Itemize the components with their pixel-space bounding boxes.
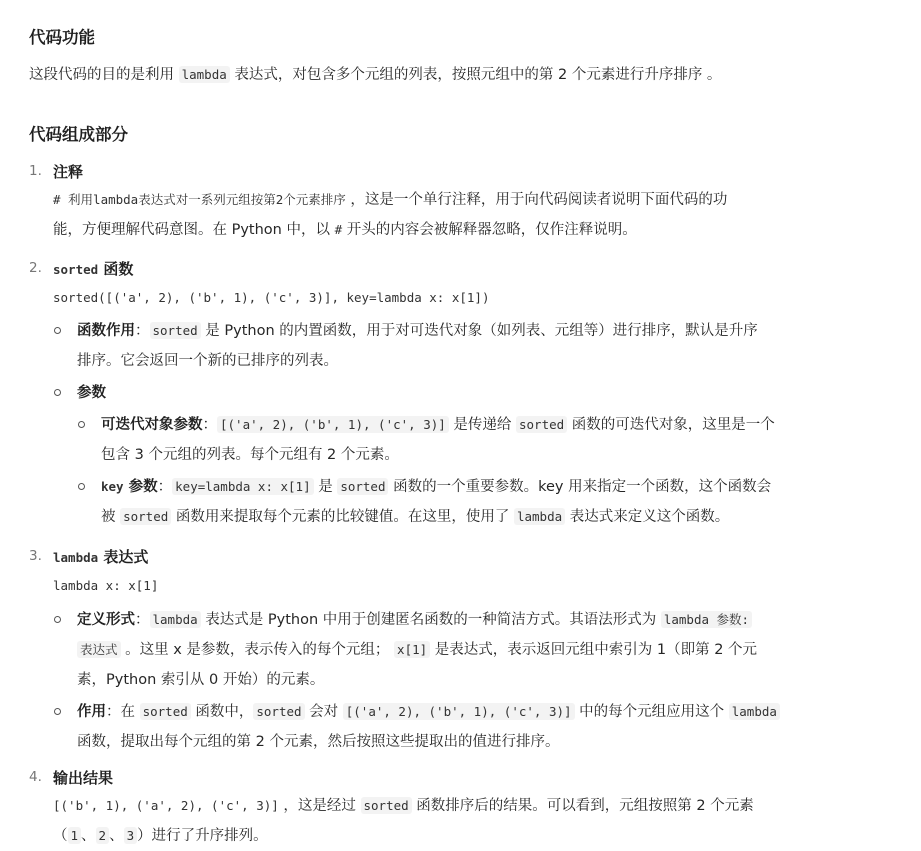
comment-code: # 利用lambda表达式对一系列元组按第2个元素排序 — [53, 192, 346, 207]
inline-code: sorted — [337, 478, 388, 495]
inline-code: lambda — [729, 703, 780, 720]
inline-code: lambda — [179, 66, 230, 83]
bullet-icon — [54, 616, 61, 623]
inline-code: 1 — [68, 827, 82, 844]
text: ，这是经过 — [278, 798, 361, 814]
inline-code: sorted — [253, 703, 304, 720]
text: 是传递给 — [448, 417, 516, 433]
text: ： — [157, 479, 173, 495]
code-line: [('b', 1), ('a', 2), ('c', 3)] — [53, 798, 279, 813]
hash-code: # — [334, 222, 343, 237]
inline-code: [('a', 2), ('b', 1), ('c', 3)] — [343, 703, 575, 720]
sorted-code-line — [53, 283, 813, 313]
bullet-icon — [78, 483, 85, 490]
text: 中的每个元组应用这个 — [574, 704, 729, 720]
text: 函数用来提取每个元素的比较键值。在这里，使用了 — [171, 509, 514, 525]
text: 包含 3 个元组的列表。每个元组有 2 个元素。 — [101, 447, 399, 463]
text: ： — [106, 704, 121, 720]
bullet-icon — [54, 327, 61, 334]
label: 函数作用 — [77, 323, 135, 339]
item-title-comment: 注释 — [53, 163, 84, 181]
title-code: lambda — [53, 550, 99, 565]
heading-code-parts: 代码组成部分 — [29, 125, 128, 144]
label: 参数 — [77, 385, 106, 401]
inline-code: [('a', 2), ('b', 1), ('c', 3)] — [217, 416, 449, 433]
text: 排序。它会返回一个新的已排序的列表。 — [77, 353, 338, 369]
inline-code: key=lambda x: x[1] — [172, 478, 313, 495]
bullet-icon — [54, 708, 61, 715]
inline-code: key — [538, 479, 564, 495]
heading-code-function: 代码功能 — [29, 28, 95, 47]
comment-description — [53, 185, 813, 245]
code-line: lambda x: x[1] — [53, 578, 159, 593]
bullet-definition — [77, 605, 817, 695]
text: 是表达式，表示返回元组中索引为 1（即第 2 个元 — [430, 642, 758, 658]
text: 表达式是 Python 中用于创建匿名函数的一种简洁方式。其语法形式为 — [200, 612, 661, 628]
lambda-code-line — [53, 571, 813, 601]
inline-code: 3 — [124, 827, 138, 844]
inline-code: x[1] — [394, 641, 430, 658]
inline-code: sorted — [516, 416, 567, 433]
inline-code: sorted — [120, 508, 171, 525]
list-number: 3. — [29, 548, 42, 564]
text: 、 — [81, 828, 96, 844]
bullet-icon — [54, 389, 61, 396]
text: 、 — [109, 828, 124, 844]
text: x — [173, 642, 182, 658]
bullet-iterable-param — [101, 410, 813, 470]
list-number: 1. — [29, 163, 42, 179]
inline-code: sorted — [361, 797, 412, 814]
text: 这段代码的目的是利用 — [29, 67, 179, 83]
text: 函数的可迭代对象，这里是一个 — [567, 417, 775, 433]
text: 。这里 — [120, 642, 174, 658]
text: 表达式来定义这个函数。 — [565, 509, 730, 525]
text: ： — [202, 417, 217, 433]
title-code: sorted — [53, 262, 99, 277]
bullet-function-purpose — [77, 316, 817, 376]
text: 函数排序后的结果。可以看到，元组按照第 2 个元素 — [411, 798, 754, 814]
text: 函数 — [98, 260, 134, 278]
bullet-key-param — [101, 472, 813, 532]
label: 可迭代对象参数 — [101, 417, 203, 433]
text: 素，Python 索引从 0 开始）的元素。 — [77, 672, 325, 688]
text: 能，方便理解代码意图。在 Python 中，以 — [53, 222, 335, 238]
item-title-lambda — [53, 546, 148, 567]
text: 表达式 — [98, 548, 149, 566]
text: 开头的内容会被解释器忽略，仅作注释说明。 — [342, 222, 637, 238]
bullet-usage — [77, 697, 817, 757]
inline-code: lambda 参数: — [661, 611, 752, 628]
inline-code: sorted — [140, 703, 191, 720]
label: 定义形式 — [77, 612, 135, 628]
intro-paragraph — [29, 64, 721, 86]
text: 是 — [313, 479, 338, 495]
list-number: 2. — [29, 260, 42, 276]
text: ： — [135, 323, 150, 339]
text: 函数中， — [190, 704, 254, 720]
label: 参数 — [123, 479, 158, 495]
text: 会对 — [304, 704, 343, 720]
inline-code: 表达式 — [77, 641, 121, 658]
output-description — [53, 791, 813, 851]
item-title-sorted — [53, 258, 133, 279]
code-line: sorted([('a', 2), ('b', 1), ('c', 3)], key=lambda x: x[1]) — [53, 290, 490, 305]
inline-code: sorted — [150, 322, 201, 339]
label-code: key — [101, 479, 124, 494]
text: 函数的一个重要参数。 — [388, 479, 539, 495]
list-number: 4. — [29, 769, 42, 785]
text: 函数，提取出每个元组的第 2 个元素，然后按照这些提取出的值进行排序。 — [77, 734, 560, 750]
text: ： — [135, 612, 150, 628]
text: 表达式，对包含多个元组的列表，按照元组中的第 2 个元素进行升序排序 。 — [229, 67, 722, 83]
inline-code: lambda — [514, 508, 565, 525]
text: 是参数，表示传入的每个元组； — [181, 642, 395, 658]
bullet-icon — [78, 421, 85, 428]
item-title-output: 输出结果 — [53, 769, 114, 787]
text: 被 — [101, 509, 121, 525]
inline-code: 2 — [96, 827, 110, 844]
text: 是 Python 的内置函数，用于对可迭代对象（如列表、元组等）进行排序，默认是升序 — [200, 323, 758, 339]
text: ，这是一个单行注释，用于向代码阅读者说明下面代码的功 — [345, 192, 728, 208]
text: 在 — [120, 704, 140, 720]
label: 作用 — [77, 704, 106, 720]
text: ）进行了升序排列。 — [137, 828, 268, 844]
text: （ — [53, 828, 68, 844]
inline-code: lambda — [150, 611, 201, 628]
text: 用来指定一个函数，这个函数会 — [563, 479, 772, 495]
bullet-params — [77, 378, 817, 408]
